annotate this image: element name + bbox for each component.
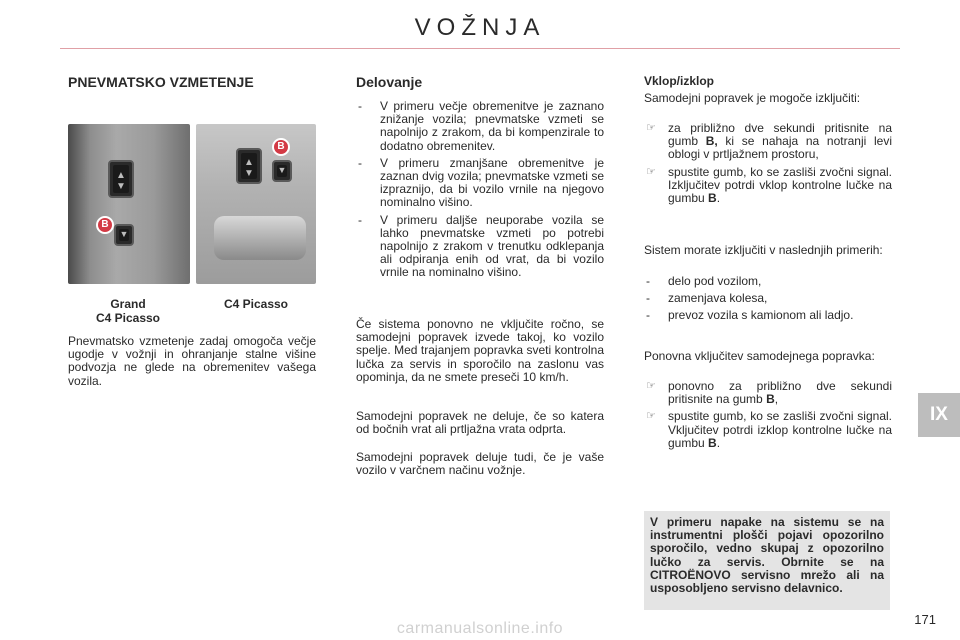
list-item: - zamenjava kolesa, (646, 291, 768, 306)
on-off-title: Vklop/izklop (644, 74, 715, 88)
list-item: - V primeru zmanjšane obremenitve je zaznan dvig vozila; pnevmatske vzmeti se izpraznijo, da bi vozilo vrnile na njegovo nominalno višino. (358, 155, 604, 210)
list-item: ☞ spustite gumb, ko se zasliši zvočni signal. Vključitev potrdi izklop kontrolne lučke na gumbu B. (646, 409, 892, 450)
operation-list (356, 100, 604, 284)
list-item: ☞ spustite gumb, ko se zasliši zvočni signal. Izključitev potrdi vklop kontrolne lučke na gumbu B. (646, 164, 892, 206)
photo-c4-picasso (196, 124, 316, 284)
list-item: - delo pod vozilom, (646, 274, 762, 288)
operation-paragraph: Če sistema ponovno ne vključite ročno, se samodejni popravek izvede takoj, ko vozilo spelje. Med trajanjem popravka sveti kontrolna lučka za servis in sporočilo na zaslonu vas opominja, da ne smete preseči 10 km/h. (356, 317, 604, 384)
warning-box (644, 511, 890, 610)
pointer-icon: ☞ (646, 410, 656, 423)
page-header-title: VOŽNJA (414, 14, 546, 41)
operation-paragraph: Samodejni popravek ne deluje, če so katera od bočnih vrat ali prtljažna vrata odprta. (356, 409, 604, 437)
caption-c4-picasso: C4 Picasso (223, 297, 289, 311)
button-b-arrow-icon: ▼ (119, 229, 129, 239)
button-b-arrow-icon: ▼ (277, 165, 287, 175)
footer-watermark: carmanualsonline.info (396, 620, 564, 637)
chapter-tab[interactable]: IX (918, 393, 960, 437)
list-item: ☞ ponovno za približno dve sekundi pritisnite na gumb B, (646, 379, 892, 407)
list-item: - V primeru večje obremenitve je zaznano znižanje vozila; pnevmatske vzmeti se napolnijo z zrakom, da bi kompenzirale to dodatno obremenitev. (358, 99, 604, 153)
case-list (644, 275, 892, 327)
intro-paragraph: Pnevmatsko vzmetenje zadaj omogoča večje ugodje v vožnji in ohranjanje stalne višine podvozja ne glede na obremenitev vašega vozila. (68, 334, 316, 388)
switch-arrows-icon: ▲ ▼ (244, 157, 254, 179)
b-badge: B (272, 138, 290, 156)
height-switch (108, 160, 134, 198)
section-title: PNEVMATSKO VZMETENJE (68, 74, 254, 90)
pointer-icon: ☞ (646, 165, 656, 178)
on-steps (644, 380, 892, 454)
page-number: 171 (914, 612, 936, 627)
operation-paragraph: Samodejni popravek deluje tudi, če je vaše vozilo v varčnem načinu vožnje. (356, 450, 604, 478)
list-item: ☞ za približno dve sekundi pritisnite na gumb B, ki se nahaja na notranji levi oblogi v prtljažnem prostoru, (646, 121, 892, 162)
height-switch (236, 148, 262, 184)
on-off-intro: Samodejni popravek je mogoče izključiti: (644, 91, 861, 105)
pointer-icon: ☞ (646, 380, 656, 392)
button-b (272, 160, 292, 182)
button-b (114, 224, 134, 246)
header-rule (60, 48, 900, 49)
door-handle (214, 216, 306, 260)
list-item: - prevoz vozila s kamionom ali ladjo. (646, 308, 854, 323)
caption-grand-c4-picasso: Grand C4 Picasso (95, 297, 161, 325)
switch-arrows-icon: ▲ ▼ (116, 170, 126, 192)
warning-text: V primeru napake na sistemu se na instrumentni plošči pojavi opozorilno sporočilo, vedno skupaj z opozorilno lučko za servis. Obrnite se na CITROËNOVO servisno mrežo ali na usposobljeno servisno delavnico. (650, 515, 884, 596)
must-disable-intro: Sistem morate izključiti v naslednjih primerih: (644, 243, 883, 257)
pointer-icon: ☞ (646, 122, 656, 134)
photo-grand-c4-picasso (68, 124, 190, 284)
operation-title: Delovanje (356, 74, 423, 90)
off-steps (644, 122, 892, 209)
b-badge: B (96, 216, 114, 234)
list-item: - V primeru daljše neuporabe vozila se lahko pnevmatske vzmeti po potrebi napolnijo z zrakom v trenutku odklepanja ali odpiranja enih od vrat, da bi vozilo vrnile na nominalno višino. (358, 212, 604, 280)
reenable-intro: Ponovna vključitev samodejnega popravka: (644, 349, 875, 363)
